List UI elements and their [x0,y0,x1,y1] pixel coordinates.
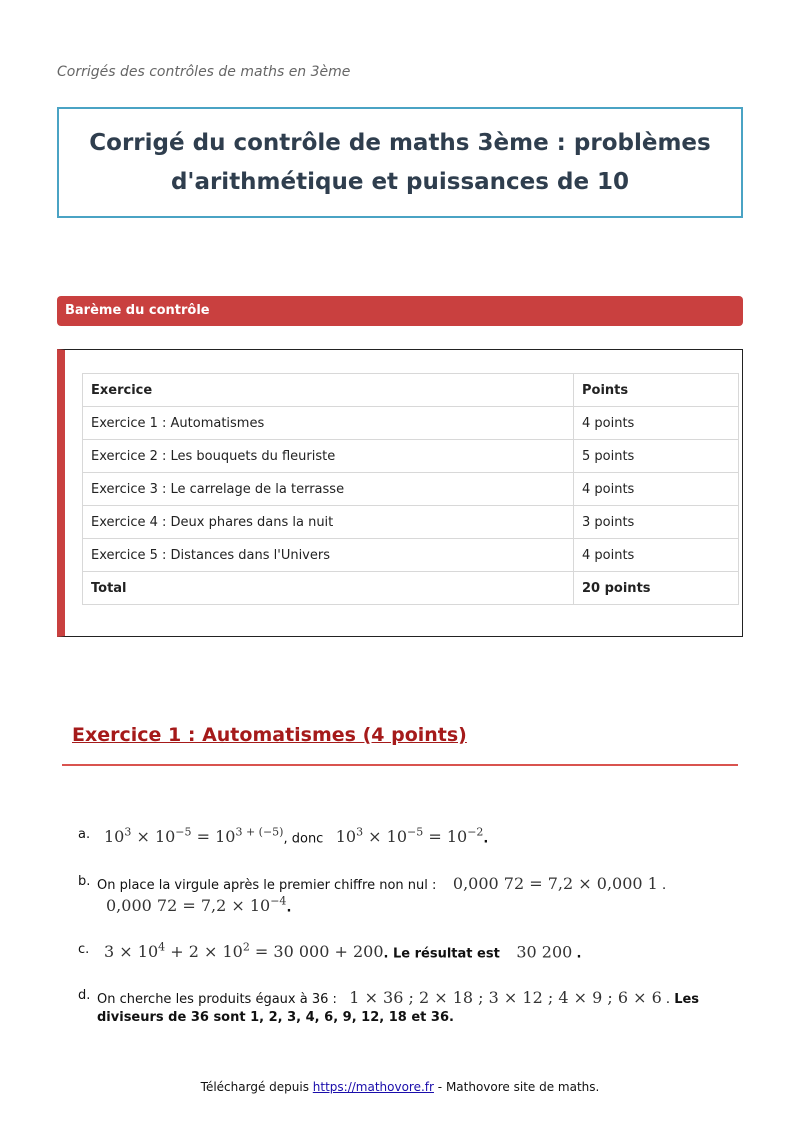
cell-exercice: Exercice 4 : Deux phares dans la nuit [83,506,574,539]
answer-text: , donc [283,831,324,847]
cell-points: 4 points [574,539,739,572]
column-header-exercice: Exercice [83,374,574,407]
table-row [83,539,739,572]
total-label: Total [83,572,574,605]
math-expression: 1 × 36 ; 2 × 18 ; 3 × 12 ; 4 × 9 ; 6 × 6 [349,988,662,1007]
footer-suffix: - Mathovore site de maths. [437,1080,600,1094]
item-label: c. [78,942,90,957]
cell-points: 3 points [574,506,739,539]
table-total-row [83,572,739,605]
column-header-points: Points [574,374,739,407]
answer-conclusion: diviseurs de 36 sont 1, 2, 3, 4, 6, 9, 12, 18 et 36. [97,1010,454,1025]
bareme-table [82,373,739,605]
table-row [83,440,739,473]
answer-text: On cherche les produits égaux à 36 : [97,992,337,1007]
bareme-heading: Barème du contrôle [57,296,743,326]
page-footer [0,1080,800,1094]
cell-exercice: Exercice 1 : Automatismes [83,407,574,440]
total-points: 20 points [574,572,739,605]
cell-points: 4 points [574,407,739,440]
cell-exercice: Exercice 5 : Distances dans l'Univers [83,539,574,572]
item-label: d. [78,988,91,1003]
cell-points: 4 points [574,473,739,506]
math-expression: 0,000 $72 = 7,2 \times 10^{-4}$ [106,895,287,916]
table-row [83,473,739,506]
footer-prefix: Téléchargé depuis [200,1080,309,1094]
cell-exercice: Exercice 2 : Les bouquets du fleuriste [83,440,574,473]
exercise-1-title: Exercice 1 : Automatismes (4 points) [72,724,467,746]
title-box [57,107,743,218]
math-expression: 0,000 72 = 7,2 × 0,000 1 [452,874,658,893]
math-expression: $10^3 \times 10^{-5} = 10^{3 + (-5)}$ [104,826,284,847]
item-label: a. [78,827,91,842]
item-label: b. [78,874,91,889]
answer-text: . Le résultat est [383,946,500,962]
table-row [83,407,739,440]
result-value: 30 200 [516,942,573,962]
math-expression: $10^3 \times 10^{-5} = 10^{-2}$ [335,826,484,847]
exercise-divider [62,764,738,766]
answer-text: On place la virgule après le premier chiffre non nul : [97,878,437,893]
math-expression: $3 \times 10^4 + 2 \times 10^2 = 30$ 000 + 200 [104,941,384,962]
cell-points: 5 points [574,440,739,473]
page-title: Corrigé du contrôle de maths 3ème : problèmes d'arithmétique et puissances de 10 [89,129,711,195]
footer-link[interactable]: https://mathovore.fr [312,1080,434,1094]
cell-exercice: Exercice 3 : Le carrelage de la terrasse [83,473,574,506]
table-header-row [83,374,739,407]
table-row [83,506,739,539]
bareme-table-box [57,349,743,637]
page-subtitle: Corrigés des contrôles de maths en 3ème [57,64,351,80]
